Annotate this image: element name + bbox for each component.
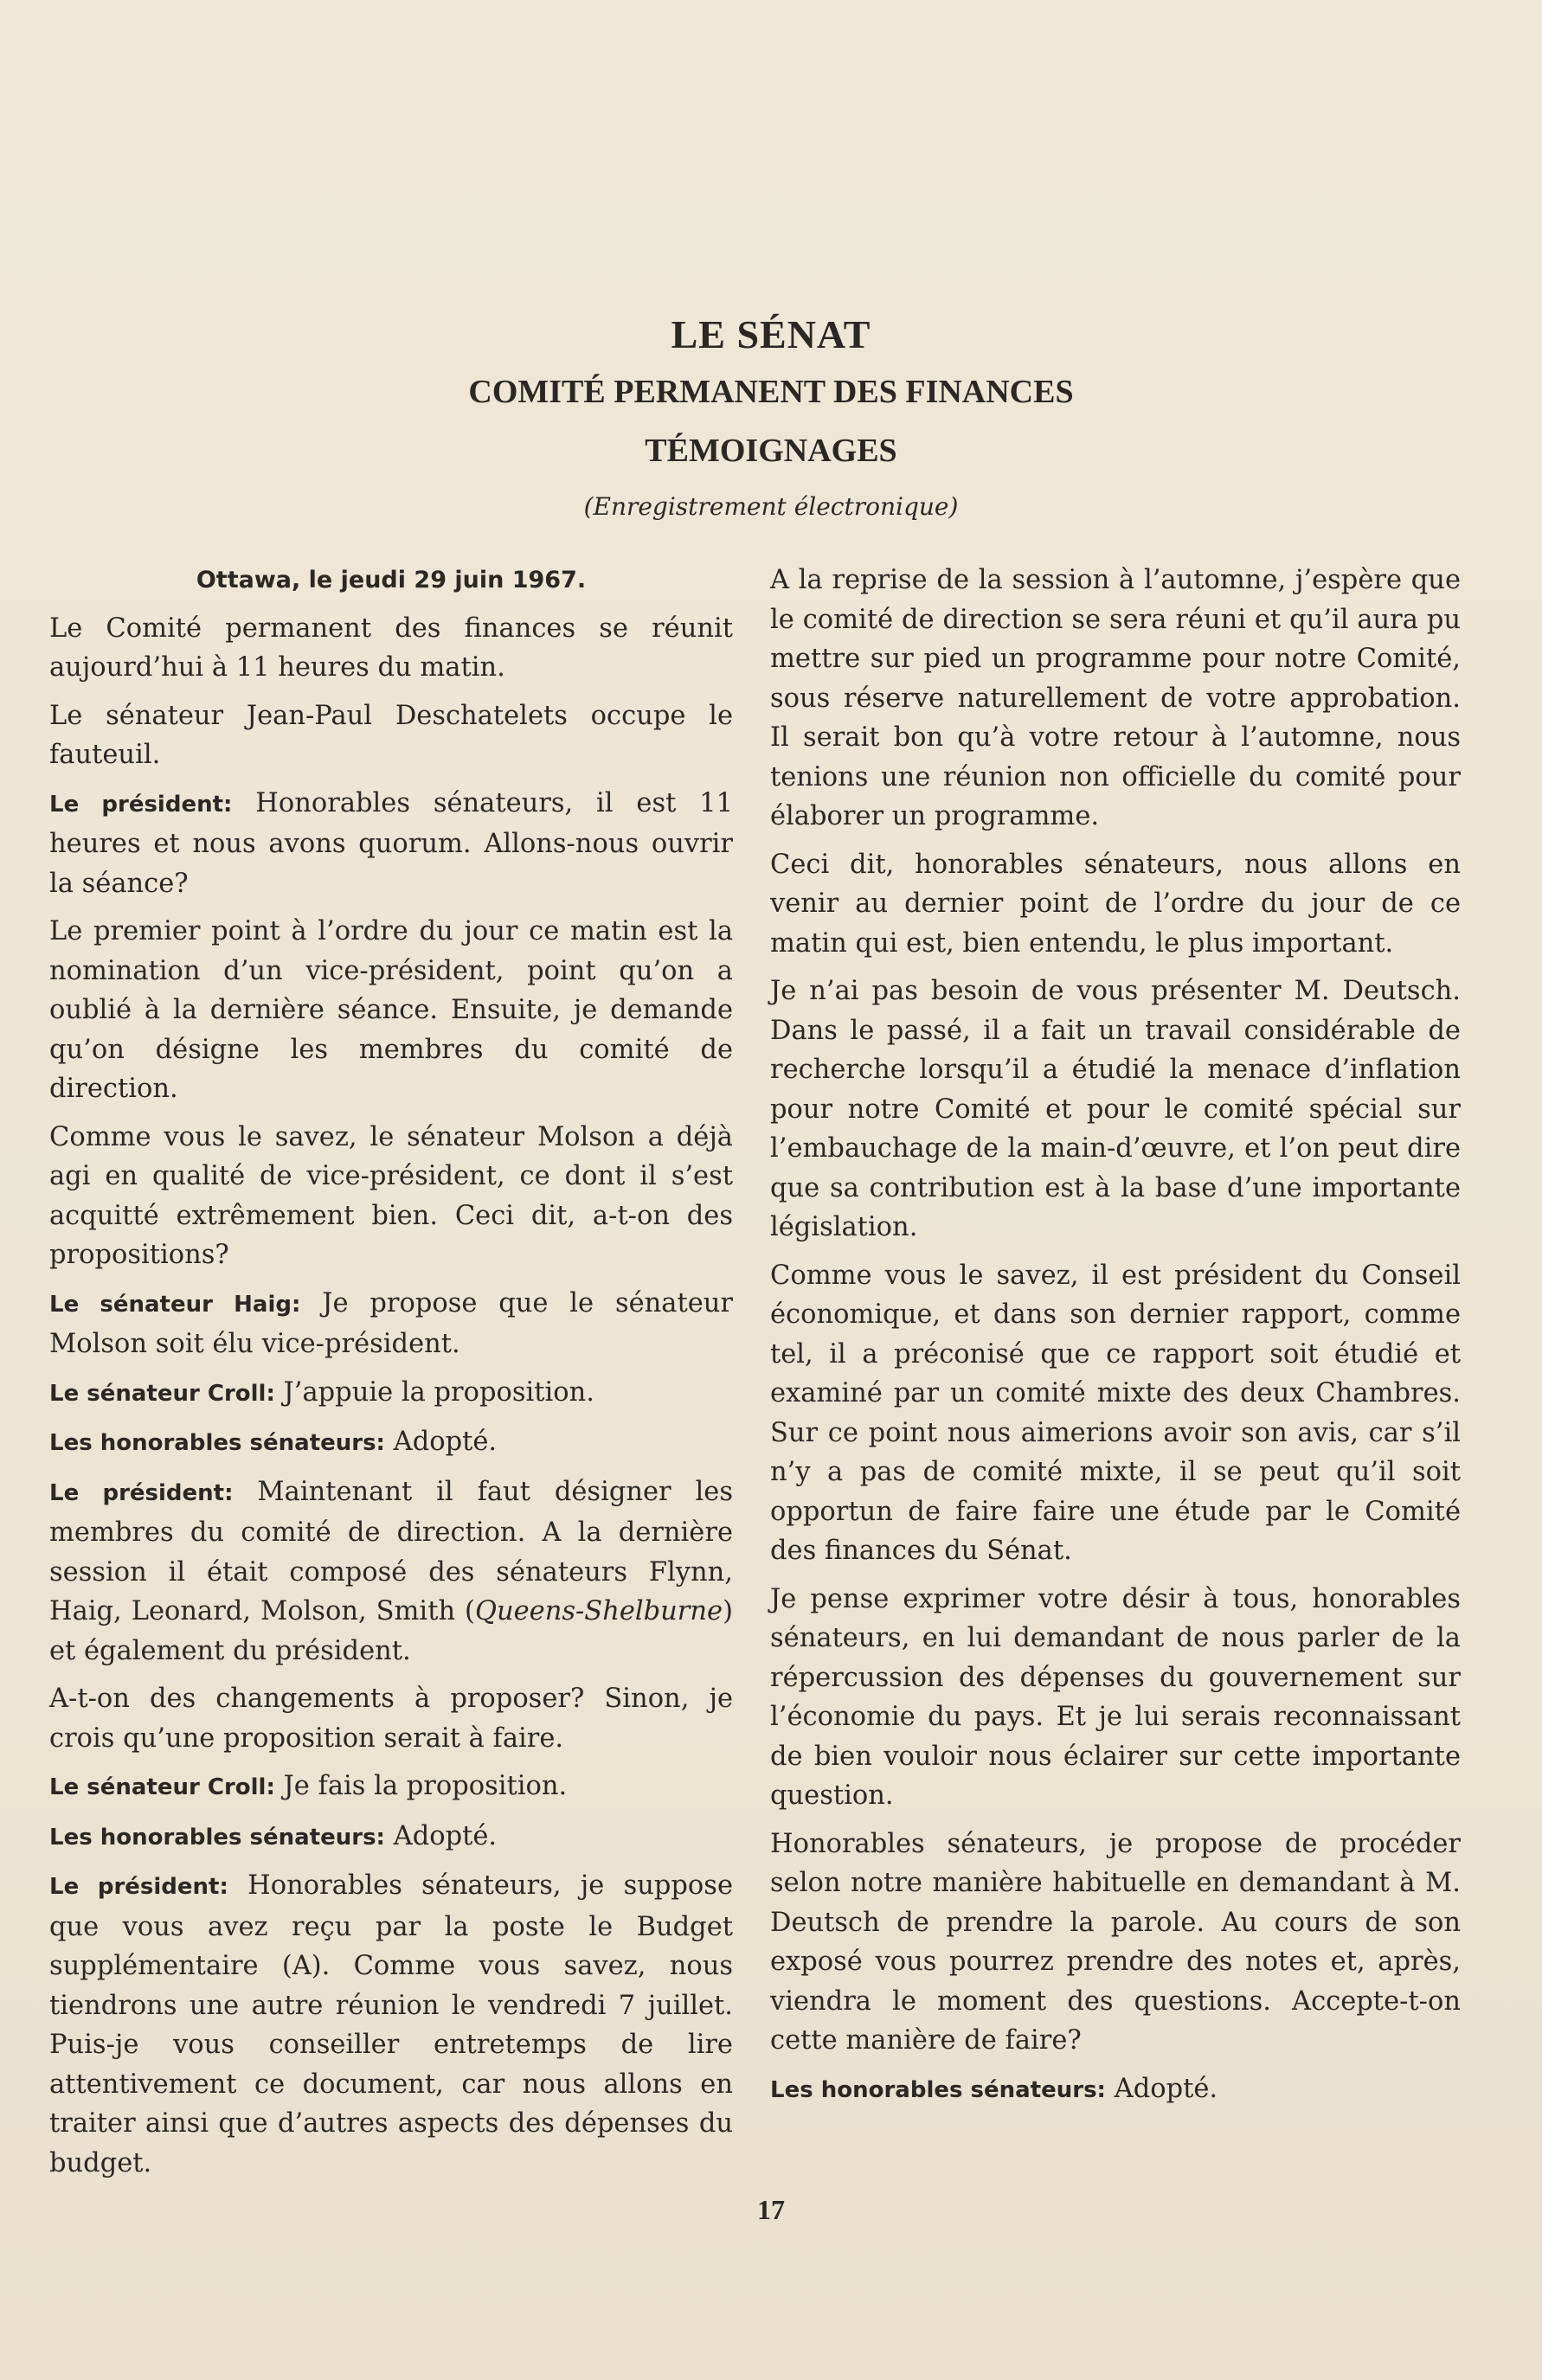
speech-text: ) et également du président.	[49, 1596, 733, 1666]
speech-text: Maintenant il faut désigner les membres du comité de direction. A la dernière session il était composé des sénateurs Flynn, Haig, Leonard, Molson, Smith (	[49, 1476, 733, 1626]
paragraph: Je n’ai pas besoin de vous présenter M. Deutsch. Dans le passé, il a fait un travail considérable de recherche lorsqu’il a étudié la menace d’inflation pour notre Comité et pour le comité spécial sur l’embauchage de la main-d’œuvre, et l’on peut dire que sa contribution est à la base d’une importante législation.	[770, 976, 1461, 1242]
paragraph: Comme vous le savez, le sénateur Molson a déjà agi en qualité de vice-président, ce dont il s’est acquitté extrêmement bien. Ceci dit, a-t-on des propositions?	[49, 1121, 733, 1270]
paragraph: Comme vous le savez, il est président du Conseil économique, et dans son dernier rapport, comme tel, il a préconisé que ce rapport soit étudié et examiné par un comité mixte des deux Chambres. Sur ce point nous aimerions avoir son avis, car s’il n’y a pas de comité mixte, il se peut qu’il soit opportun de faire faire une étude par le Comité des finances du Sénat.	[770, 1260, 1461, 1566]
paragraph: Je pense exprimer votre désir à tous, honorables sénateurs, en lui demandant de nous parler de la répercussion des dépenses du gouvernement sur l’économie du pays. Et je lui serais reconnaissant de bien vouloir nous éclairer sur cette importante question.	[770, 1583, 1461, 1811]
page-number: 17	[757, 2194, 785, 2225]
speech-text: J’appuie la proposition.	[274, 1376, 594, 1408]
paragraph	[49, 1472, 733, 1671]
speaker-label: Le sénateur Croll:	[49, 1774, 275, 1800]
paragraph	[770, 2069, 1461, 2111]
speaker-label: Le président:	[49, 1479, 234, 1506]
left-column	[49, 561, 733, 2191]
page-title: LE SÉNAT	[671, 312, 871, 356]
speaker-label: Le président:	[49, 791, 233, 818]
speech-text: Adopté.	[1105, 2073, 1218, 2104]
speaker-label: Les honorables sénateurs:	[49, 1824, 385, 1851]
speech-text: Je propose que le sénateur Molson soit élu vice-président.	[49, 1287, 734, 1359]
riding-name: Queens-Shelburne	[474, 1596, 723, 1626]
paragraph: A la reprise de la session à l’automne, j’espère que le comité de direction se sera réuni et qu’il aura pu mettre sur pied un programme pour notre Comité, sous réserve naturellement de votre approbation. Il serait bon qu’à votre retour à l’automne, nous tenions une réunion non officielle du comité pour élaborer un programme.	[770, 565, 1461, 831]
paragraph	[49, 1817, 733, 1858]
committee-heading: COMITÉ PERMANENT DES FINANCES	[468, 374, 1074, 410]
paragraph	[49, 1373, 733, 1415]
speech-text: Honorables sénateurs, je suppose que vous avez reçu par la poste le Budget supplémentaire (A). Comme vous savez, nous tiendrons une autre réunion le vendredi 7 juillet. Puis-je vous conseiller entretemps de lire attentivement ce document, car nous allons en traiter ainsi que d’autres aspects des dépenses du budget.	[49, 1870, 733, 2178]
paragraph: Le premier point à l’ordre du jour ce matin est la nomination d’un vice-président, point qu’on a oublié à la dernière séance. Ensuite, je demande qu’on désigne les membres du comité de direction.	[49, 916, 733, 1104]
dateline: Ottawa, le jeudi 29 juin 1967.	[196, 567, 587, 593]
speaker-label: Les honorables sénateurs:	[49, 1430, 385, 1456]
paragraph	[49, 1284, 733, 1364]
paragraph	[49, 1866, 733, 2183]
speaker-label: Le sénateur Croll:	[49, 1380, 275, 1407]
paragraph: Honorables sénateurs, je propose de procéder selon notre manière habituelle en demandant à M. Deutsch de prendre la parole. Au cours de son exposé vous pourrez prendre des notes et, après, viendra le moment des questions. Accepte-t-on cette manière de faire?	[770, 1828, 1461, 2056]
paragraph: Le sénateur Jean-Paul Deschatelets occupe le fauteuil.	[49, 700, 733, 770]
paragraph: Le Comité permanent des finances se réunit aujourd’hui à 11 heures du matin.	[49, 613, 733, 683]
speech-text: Je fais la proposition.	[274, 1771, 568, 1801]
speaker-label: Le président:	[49, 1874, 228, 1900]
recording-note: (Enregistrement électronique)	[583, 492, 959, 521]
right-column	[770, 561, 1461, 2119]
paragraph	[49, 784, 733, 904]
speaker-label: Les honorables sénateurs:	[770, 2076, 1106, 2103]
section-heading: TÉMOIGNAGES	[645, 433, 897, 469]
paragraph: A-t-on des changements à proposer? Sinon, je crois qu’une proposition serait à faire.	[49, 1684, 733, 1754]
paragraph	[49, 1422, 733, 1464]
speech-text: Adopté.	[384, 1820, 498, 1851]
speech-text: Honorables sénateurs, il est 11 heures et nous avons quorum. Allons-nous ouvrir la séance?	[49, 787, 733, 899]
speaker-label: Le sénateur Haig:	[49, 1291, 301, 1318]
document-header	[0, 311, 1542, 521]
paragraph: Ceci dit, honorables sénateurs, nous allons en venir au dernier point de l’ordre du jour de ce matin qui est, bien entendu, le plus important.	[770, 849, 1461, 959]
paragraph	[49, 1767, 733, 1808]
speech-text: Adopté.	[384, 1427, 498, 1457]
